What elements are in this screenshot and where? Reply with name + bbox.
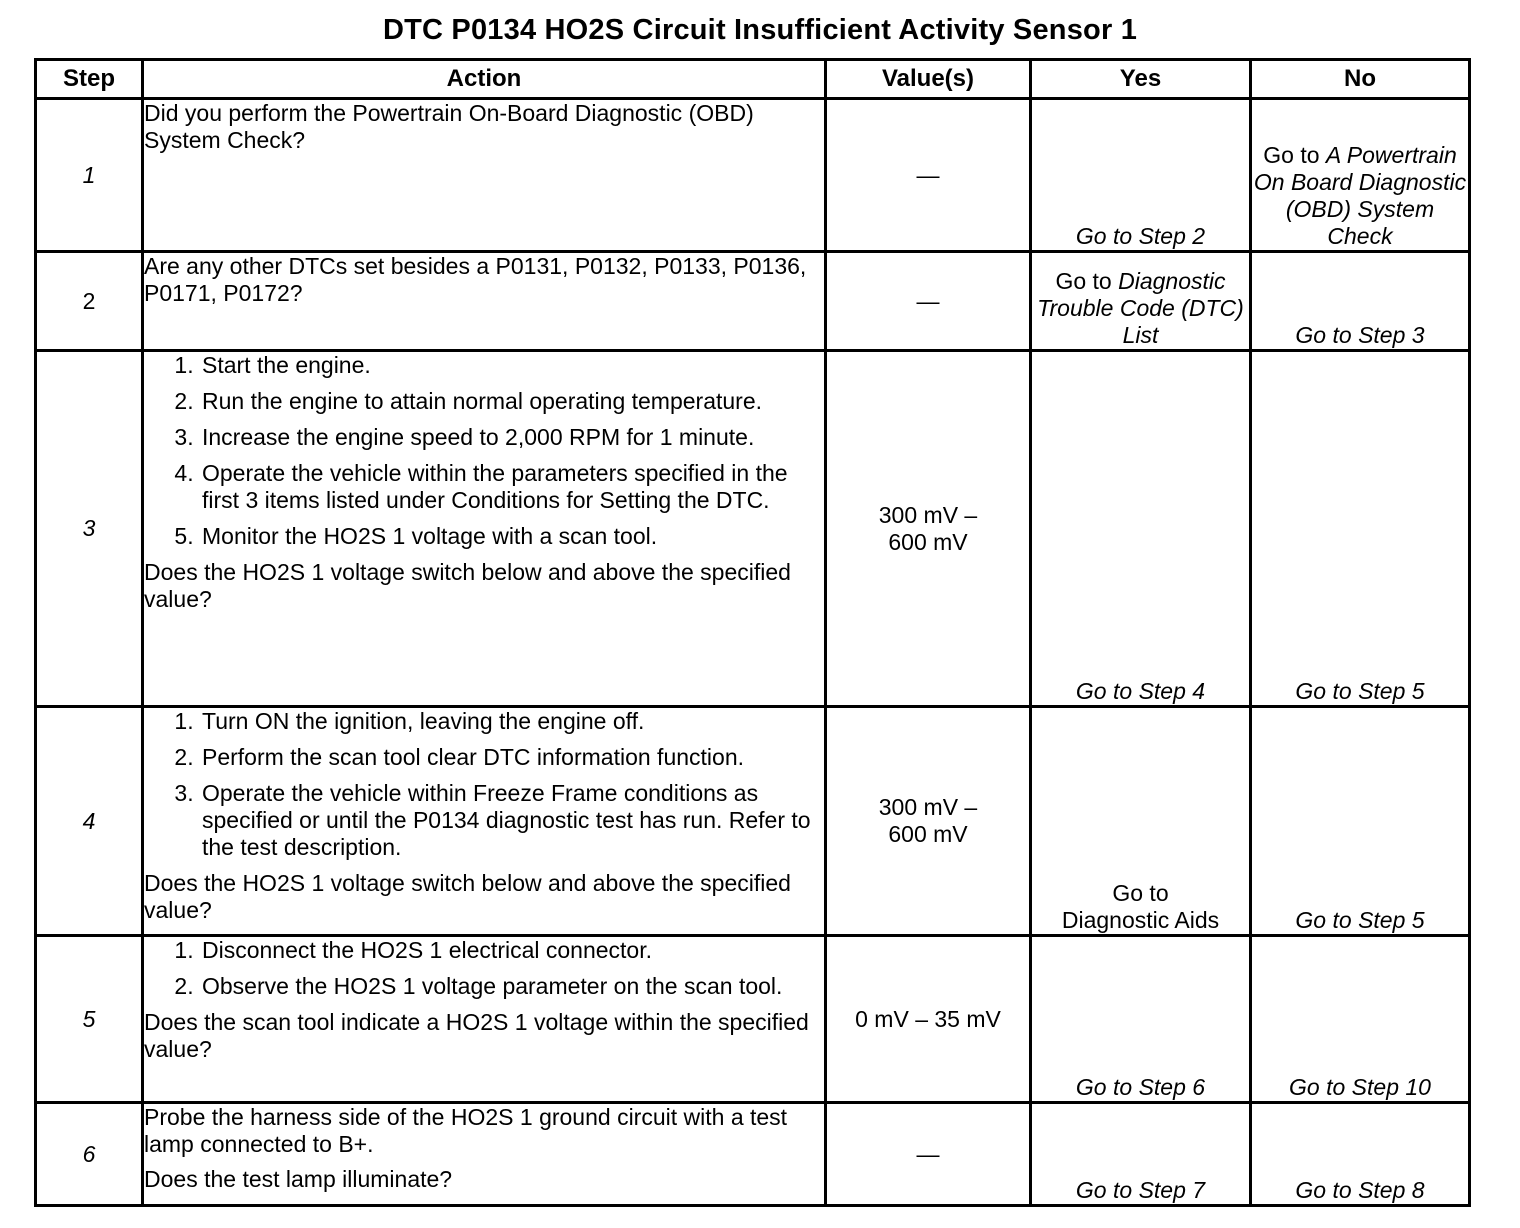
substep-list xyxy=(144,708,824,861)
diagnostic-table xyxy=(34,58,1471,1207)
substep-list xyxy=(144,937,824,1000)
table-row xyxy=(36,707,1470,936)
value-cell: 0 mV – 35 mV xyxy=(826,936,1031,1103)
value-cell xyxy=(826,351,1031,707)
value-line: 600 mV xyxy=(888,821,968,847)
action-cell xyxy=(143,707,826,936)
action-cell xyxy=(143,1103,826,1206)
step-number: 4 xyxy=(36,707,143,936)
no-prefix: Go to xyxy=(1263,142,1326,168)
no-link[interactable]: A Powertrain On Board Diagnostic (OBD) System Check xyxy=(1253,142,1467,249)
yes-line: Diagnostic Aids xyxy=(1061,907,1220,933)
action-question: Does the HO2S 1 voltage switch below and above the specified value? xyxy=(144,559,791,612)
value-cell: — xyxy=(826,99,1031,252)
no-cell[interactable]: Go to Step 5 xyxy=(1251,707,1470,936)
step-number: 1 xyxy=(36,99,143,252)
substep-item: 3. Increase the engine speed to 2,000 RPM for 1 minute. xyxy=(200,424,824,451)
table-row xyxy=(36,936,1470,1103)
substep-item: 1. Turn ON the ignition, leaving the engine off. xyxy=(200,708,824,735)
value-cell: — xyxy=(826,252,1031,351)
substep-item: 2. Run the engine to attain normal operating temperature. xyxy=(200,388,824,415)
substep-item: 2. Observe the HO2S 1 voltage parameter on the scan tool. xyxy=(200,973,824,1000)
yes-cell[interactable]: Go to Step 4 xyxy=(1031,351,1251,707)
value-line: 300 mV – xyxy=(878,794,978,820)
substep-list xyxy=(144,352,824,550)
yes-cell[interactable] xyxy=(1031,707,1251,936)
no-cell[interactable]: Go to Step 8 xyxy=(1251,1103,1470,1206)
value-cell: — xyxy=(826,1103,1031,1206)
yes-cell[interactable]: Go to Step 7 xyxy=(1031,1103,1251,1206)
step-number: 6 xyxy=(36,1103,143,1206)
yes-cell[interactable]: Go to Step 6 xyxy=(1031,936,1251,1103)
no-cell[interactable]: Go to Step 10 xyxy=(1251,936,1470,1103)
substep-item: 2. Perform the scan tool clear DTC information function. xyxy=(200,744,824,771)
no-cell[interactable]: Go to Step 3 xyxy=(1251,252,1470,351)
action-question: Does the test lamp illuminate? xyxy=(144,1166,453,1192)
substep-item: 4. Operate the vehicle within the parameters specified in the first 3 items listed under Conditions for Setting the DTC. xyxy=(200,460,824,514)
substep-item: 5. Monitor the HO2S 1 voltage with a scan tool. xyxy=(200,523,824,550)
action-question: Does the scan tool indicate a HO2S 1 voltage within the specified value? xyxy=(144,1009,809,1062)
header-action: Action xyxy=(143,60,826,99)
action-instruction: Probe the harness side of the HO2S 1 ground circuit with a test lamp connected to B+. xyxy=(144,1104,788,1157)
step-number: 2 xyxy=(36,252,143,351)
action-question: Are any other DTCs set besides a P0131, P0132, P0133, P0136, P0171, P0172? xyxy=(144,253,807,306)
table-row xyxy=(36,99,1470,252)
yes-link[interactable]: Diagnostic Trouble Code (DTC) List xyxy=(1037,268,1244,348)
yes-cell[interactable] xyxy=(1031,252,1251,351)
table-row xyxy=(36,1103,1470,1206)
value-line: 600 mV xyxy=(888,528,968,555)
action-cell xyxy=(143,99,826,252)
header-values: Value(s) xyxy=(826,60,1031,99)
header-step: Step xyxy=(36,60,143,99)
step-number: 5 xyxy=(36,936,143,1103)
page-title: DTC P0134 HO2S Circuit Insufficient Activity Sensor 1 xyxy=(382,14,1138,46)
action-question: Does the HO2S 1 voltage switch below and above the specified value? xyxy=(144,870,791,923)
header-yes: Yes xyxy=(1031,60,1251,99)
table-row xyxy=(36,252,1470,351)
substep-item: 3. Operate the vehicle within Freeze Frame conditions as specified or until the P0134 diagnostic test has run. Refer to the test description. xyxy=(200,780,824,861)
table-header-row xyxy=(36,60,1470,99)
value-line: 300 mV – xyxy=(878,501,978,528)
header-no: No xyxy=(1251,60,1470,99)
substep-item: 1. Disconnect the HO2S 1 electrical connector. xyxy=(200,937,824,964)
no-cell[interactable]: Go to Step 5 xyxy=(1251,351,1470,707)
value-cell xyxy=(826,707,1031,936)
action-question: Did you perform the Powertrain On-Board Diagnostic (OBD) System Check? xyxy=(144,100,754,153)
substep-item: 1. Start the engine. xyxy=(200,352,824,379)
action-cell xyxy=(143,936,826,1103)
action-cell xyxy=(143,351,826,707)
yes-line: Go to xyxy=(1112,880,1169,906)
table-row xyxy=(36,351,1470,707)
yes-cell[interactable]: Go to Step 2 xyxy=(1031,99,1251,252)
step-number: 3 xyxy=(36,351,143,707)
no-cell[interactable] xyxy=(1251,99,1470,252)
action-cell xyxy=(143,252,826,351)
yes-prefix: Go to xyxy=(1055,268,1119,294)
